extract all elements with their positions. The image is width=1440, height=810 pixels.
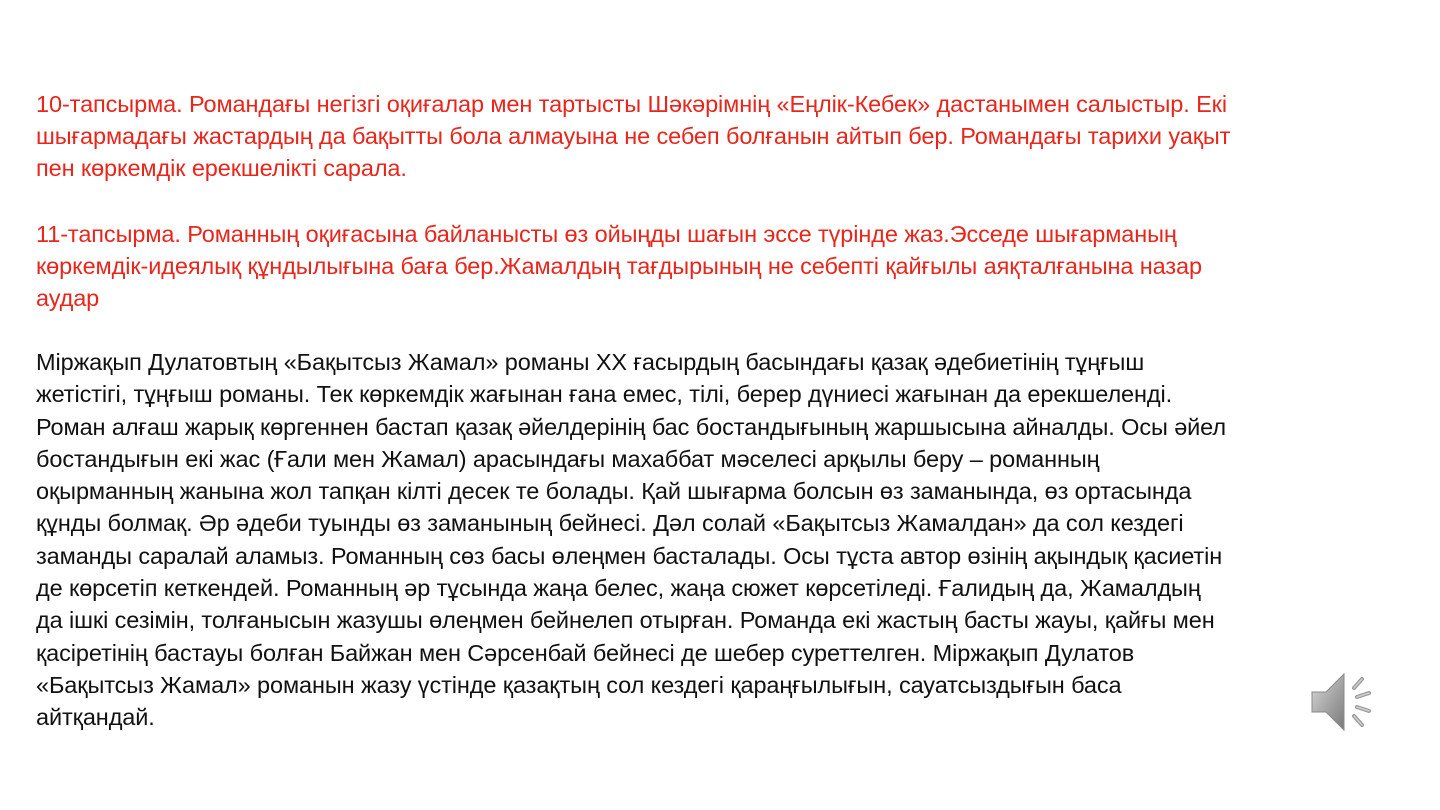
task-10-line: 10-тапсырма. Романдағы негізгі оқиғалар мен тартысты Шәкәрімнің «Еңлік-Кебек» дастанымен салыстыр. Екі	[36, 91, 1227, 117]
task-10-line: пен көркемдік ерекшелікті сарала.	[36, 155, 407, 181]
body-paragraph	[36, 346, 1406, 734]
body-line: жетістігі, тұңғыш романы. Тек көркемдік жағынан ғана емес, тілі, берер дүниесі жағынан да ерекшеленді.	[36, 381, 1173, 408]
body-line: оқырманның жанына жол тапқан кілті десек те болады. Қай шығарма болсын өз заманында, өз ортасында	[36, 478, 1192, 505]
body-line: да ішкі сезімін, толғанысын жазушы өлеңмен бейнелеп отырған. Романда екі жастың басты жауы, қайғы мен	[36, 607, 1215, 634]
speaker-icon[interactable]	[1306, 664, 1382, 740]
body-line: Роман алғаш жарық көргеннен бастап қазақ әйелдерінің бас бостандығының жаршысына айналды. Осы әйел	[36, 413, 1226, 440]
body-line: де көрсетіп кеткендей. Романның әр тұсында жаңа белес, жаңа сюжет көрсетіледі. Ғалидың да, Жамалдың	[36, 575, 1201, 602]
body-line: құнды болмақ. Әр әдеби туынды өз заманының бейнесі. Дәл солай «Бақытсыз Жамалдан» да сол кездегі	[36, 510, 1184, 537]
body-line: қасіретінің бастауы болған Байжан мен Сәрсенбай бейнесі де шебер суреттелген. Міржақып Дулатов	[36, 639, 1135, 666]
task-10-line: шығармадағы жастардың да бақытты бола алмауына не себеп болғанын айтып бер. Романдағы тарихи уақыт	[36, 123, 1231, 149]
task-10-text	[36, 88, 1406, 184]
body-line: Міржақып Дулатовтың «Бақытсыз Жамал» романы ХХ ғасырдың басындағы қазақ әдебиетінің тұңғыш	[36, 349, 1145, 375]
task-11-line: көркемдік-идеялық құндылығына баға бер.Жамалдың тағдырының не себепті қайғылы аяқталғанына назар	[36, 253, 1202, 279]
body-line: «Бақытсыз Жамал» романын жазу үстінде қазақтың сол кездегі қараңғылығын, сауатсыздығын баса	[36, 671, 1122, 698]
task-11-text	[36, 218, 1406, 314]
task-11-line: 11-тапсырма. Романның оқиғасына байланысты өз ойыңды шағын эссе түрінде жаз.Эсседе шығарманың	[36, 221, 1177, 247]
body-line: айтқандай.	[36, 704, 155, 731]
body-line: бостандығын екі жас (Ғали мен Жамал) арасындағы махаббат мәселесі арқылы беру – романның	[36, 445, 1100, 472]
body-line: заманды саралай аламыз. Романның сөз басы өлеңмен басталады. Осы тұста автор өзінің ақындық қасиетін	[36, 542, 1223, 569]
task-11-line: аудар	[36, 285, 100, 311]
